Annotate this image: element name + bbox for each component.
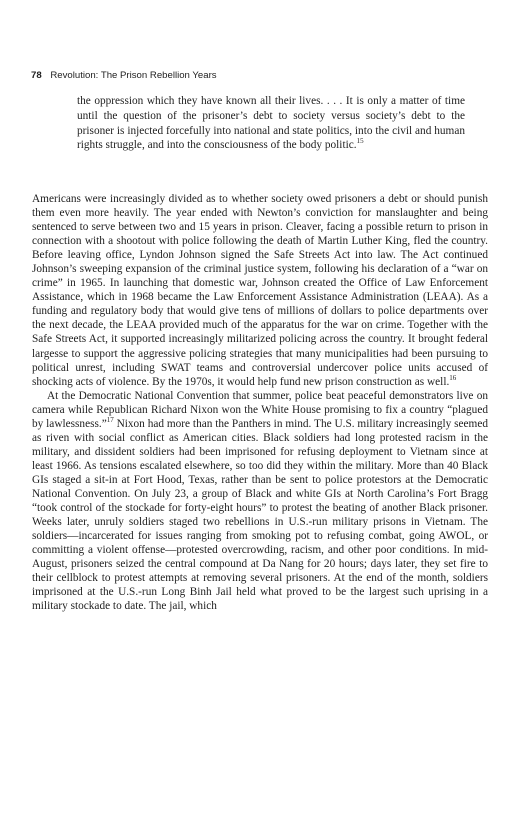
- running-header: [31, 70, 217, 81]
- paragraph-2-text-b: Nixon had more than the Panthers in mind. The U.S. military increasingly seemed as riven with social conflict as American cities. Black soldiers had long protested racism in the military, and dissident soldiers had been imprisoned for refusing deployment to Vietnam since at least 1966. As tensions escalated elsewhere, so too did they within the military. More than 40 Black GIs staged a sit-in at Fort Hood, Texas, rather than be sent to police protestors at the Democratic National Convention. On July 23, a group of Black and white GIs at North Carolina’s Fort Bragg “took control of the stockade for forty-eight hours” to protest the beating of another Black prisoner. Weeks later, unruly soldiers staged two rebellions in U.S.-run military prisons in Vietnam. The soldiers—incarcerated for issues ranging from smoking pot to refusing combat, going AWOL, or committing a violent offense—protested overcrowding, racism, and other poor conditions. In mid-August, prisoners seized the central compound at Da Nang for 20 hours; days later, they set fire to their cellblock to protest attempts at removing several prisoners. At the end of the month, soldiers imprisoned at the U.S.-run Long Binh Jail held what proved to be the largest such uprising in a military stockade to date. The jail, which: [32, 417, 488, 613]
- running-title: Revolution: The Prison Rebellion Years: [50, 70, 217, 81]
- paragraph-2: [32, 389, 488, 614]
- block-quote: [77, 94, 465, 153]
- page-number: 78: [31, 70, 42, 81]
- footnote-ref-17: 17: [106, 415, 114, 424]
- footnote-ref-16: 16: [449, 373, 457, 382]
- paragraph-2-text-a: At the Democratic National Convention that summer, police beat peaceful demonstrators live on camera while Republican Richard Nixon won the White House promising to fix a country “plagued by lawlessness.”: [32, 389, 488, 430]
- block-quote-text: the oppression which they have known all their lives. . . . It is only a matter of time until the question of the prisoner’s debt to society versus society’s debt to the prisoner is injected forcefully into national and state politics, into the civil and human rights struggle, and into the consciousness of the body politic.: [77, 95, 465, 152]
- footnote-ref-15: 15: [356, 137, 364, 146]
- paragraph-1: [32, 192, 488, 389]
- body-text: [32, 192, 488, 613]
- paragraph-1-text: Americans were increasingly divided as to whether society owed prisoners a debt or should punish them even more heavily. The year ended with Newton’s conviction for manslaughter and being sentenced to serve between two and 15 years in prison. Cleaver, facing a possible return to prison in connection with a shootout with police following the death of Martin Luther King, fled the country. Before leaving office, Lyndon Johnson signed the Safe Streets Act into law. The Act continued Johnson’s sweeping expansion of the criminal justice system, following his declaration of a “war on crime” in 1965. In launching that domestic war, Johnson created the Office of Law Enforcement Assistance, which in 1968 became the Law Enforcement Assistance Administration (LEAA). As a funding and regulatory body that would give tens of millions of dollars to police departments over the next decade, the LEAA provided much of the apparatus for the war on crime. Together with the Safe Streets Act, it supported increasingly militarized policing across the country. It brought federal largesse to support the aggressive policing strategies that many municipalities had been pursuing to political unrest, including SWAT teams and controversial undercover police units accused of shocking acts of violence. By the 1970s, it would help fund new prison construction as well.: [32, 193, 488, 388]
